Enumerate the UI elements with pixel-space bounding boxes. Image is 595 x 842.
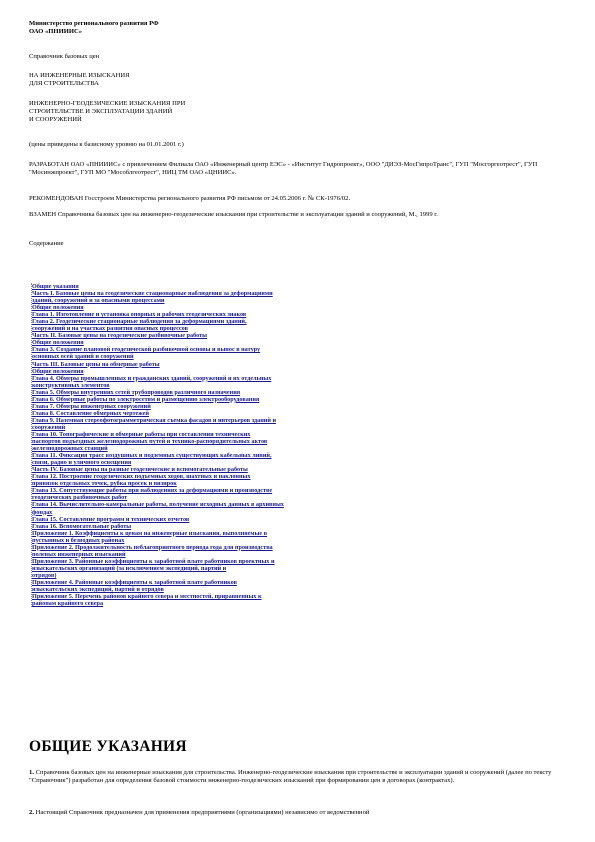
instead-block [29,211,569,219]
title-block-2 [29,100,569,125]
title-line: НА ИНЖЕНЕРНЫЕ ИЗЫСКАНИЯ [29,72,130,79]
organization-name: ОАО «ПНИИИС» [29,28,83,36]
price-note: (цены приведены к базисному уровню на 01.01.2001 г.) [29,141,184,148]
paragraph-1-text: Справочник базовых цен на инженерные изыскания для строительства. Инженерно-геодезические изыскания при строительстве и эксплуатации зданий и сооружений (далее по тексту "Справочник") разработан для определения базовой стоимости инженерно-геодезических изысканий при формировании цен в договорах (контрактах). [29,769,552,785]
toc-link[interactable]: пустынных и безводных районах [32,536,125,544]
toc-link[interactable]: паспортов подъездных железнодорожных путей и технико-распорядительных актов [32,438,268,446]
toc-link[interactable]: отрядов) [32,571,57,579]
toc-link[interactable]: связи, радио и уличного освещения [32,459,132,467]
title-line: ИНЖЕНЕРНО-ГЕОДЕЗИЧЕСКИЕ ИЗЫСКАНИЯ ПРИ [29,100,186,107]
toc-link[interactable]: конструктивных элементов [32,381,110,389]
toc-link[interactable]: Приложение 1. Коэффициенты к ценам на инженерные изыскания, выполняемые в [32,529,268,537]
toc-link[interactable]: Глава 3. Создание плановой геодезической разбивочной основы и вынос в натуру [32,346,261,354]
title-line: И СООРУЖЕНИЙ [29,116,82,124]
toc-link[interactable]: Глава 9. Наземная стереофотограмметрическая съемка фасадов и интерьеров зданий и [32,416,277,424]
section-heading: ОБЩИЕ УКАЗАНИЯ [29,738,187,755]
toc-link[interactable]: Глава 6. Обмерные работы по электросетям и размещению электрооборудования [32,395,260,403]
toc-link[interactable]: Часть III. Базовые цены на обмерные работы [32,360,160,368]
toc-link[interactable]: сооружений и на участках развития опасных процессов [32,325,188,333]
title-line: ДЛЯ СТРОИТЕЛЬСТВА [29,80,99,88]
toc-link[interactable]: Глава 5. Обмеры внутренних сетей трубопроводов различного назначения [32,388,241,396]
toc-link[interactable]: Глава 11. Фиксация трасс воздушных и подземных существующих кабельных линий, [32,452,272,460]
recommended-paragraph: РЕКОМЕНДОВАН Госстроем Министерства регионального развития РФ письмом от 24.05.2006 г. № СК-1976/02. [29,195,351,202]
doc-type-block [29,53,569,61]
toc-link[interactable]: изыскательских организаций (за исключением экспедиций, партий и [32,564,227,572]
ministry-name: Министерство регионального развития РФ [29,20,159,27]
toc-link[interactable]: Глава 13. Сопутствующие работы при наблюдениях за деформациями и производстве [32,487,273,495]
toc-link[interactable]: Глава 7. Обмеры инженерных сооружений [32,402,151,410]
toc-link[interactable]: железнодорожных станций [32,445,108,453]
toc-link[interactable]: Приложение 3. Районные коэффициенты к заработной плате работников проектных и [32,557,275,565]
toc-link[interactable]: Глава 8. Составление обмерных чертежей [32,409,149,417]
developed-block [29,161,569,177]
recommended-block [29,195,569,203]
contents-label: Содержание [29,240,64,247]
toc-link[interactable]: сооружений [32,423,66,431]
toc-link[interactable]: Часть II. Базовые цены на геодезические разбивочные работы [32,332,207,340]
toc-link[interactable]: привязок отдельных точек, рубка просек и визирок [32,480,177,488]
paragraph-1-number: 1. [29,769,34,776]
toc-link[interactable]: зданий, сооружений и за опасными процессами [32,297,165,305]
document-header [29,20,569,36]
toc-link[interactable]: геодезических разбивочных работ [32,494,128,502]
contents-label-block [29,240,569,248]
toc-link[interactable]: Общие положения [32,304,84,312]
paragraph-2-number: 2. [29,809,34,816]
toc-link[interactable]: Общие положения [32,339,84,347]
table-of-contents [31,283,377,607]
toc-link[interactable]: Глава 12. Построение геодезических подъемных ходов, шахтных и наклонных [32,473,251,481]
title-block-1 [29,72,569,88]
toc-link[interactable]: изыскательских экспедиций, партий и отрядов [32,586,164,594]
toc-link[interactable]: Приложение 5. Перечень районов крайнего севера и местностей, приравненных к [32,593,262,601]
toc-link[interactable]: Глава 16. Вспомогательные работы [32,522,132,530]
toc-link[interactable]: основных осей зданий и сооружений [32,353,134,361]
instead-paragraph: ВЗАМЕН Справочника базовых цен на инженерно-геодезические изыскания при строительстве и эксплуатации зданий и сооружений, М., 1999 г. [29,211,438,218]
toc-link[interactable]: Приложение 4. Районные коэффициенты к заработной плате работников [32,578,237,586]
toc-link[interactable]: Приложение 2. Продолжительность неблагоприятного периода года для производства [32,543,273,551]
toc-link[interactable]: фондах [32,508,53,516]
toc-link[interactable]: полевых инженерных изысканий [32,550,126,558]
toc-link[interactable]: Глава 15. Составление программ и технических отчетов [32,515,190,523]
title-line: СТРОИТЕЛЬСТВЕ И ЭКСПЛУАТАЦИИ ЗДАНИЙ [29,108,173,116]
toc-link[interactable]: районам крайнего севера [32,600,104,608]
paragraph-1 [29,769,569,785]
paragraph-2 [29,809,569,817]
toc-link[interactable]: Глава 10. Топографические и обмерные работы при составлении технических [32,430,251,438]
toc-link[interactable]: Общие указания [32,283,79,290]
toc-link[interactable]: Глава 4. Обмеры промышленных и гражданских зданий, сооружений и их отдельных [32,374,272,382]
toc-link[interactable]: Общие положения [32,367,84,375]
price-note-block [29,141,569,149]
toc-link[interactable]: Глава 14. Вычислительно-камеральные работы, получение исходных данных в архивных [32,501,284,509]
section-paragraph-1 [29,769,569,785]
toc-link[interactable]: Глава 1. Изготовление и установка опорных и рабочих геодезических знаков [32,311,247,319]
section-paragraph-2 [29,809,569,817]
toc-link[interactable]: Часть IV. Базовые цены на разные геодезические и вспомогательные работы [32,466,248,474]
paragraph-2-text: Настоящий Справочник предназначен для применения предприятиями (организациями) независимо от ведомственной [33,809,370,816]
toc-link[interactable]: Глава 2. Геодезические стационарные наблюдения за деформациями зданий, [32,318,247,326]
doc-type: Справочник базовых цен [29,53,100,60]
developed-paragraph: РАЗРАБОТАН ОАО «ПНИИИС» с привлечением Филиала ОАО «Инженерный центр ЕЭС» - «Институт Гидропроект», ООО "ДИЭЗ-МосГипроТранс", ГУП "Мосгоргеотрест", ГУП "Мосинжпроект", ГУП МО "Мособлгеотрест", НИЦ ТМ ОАО «ЦНИИС». [29,161,538,177]
toc-link[interactable]: Часть I. Базовые цены на геодезические стационарные наблюдения за деформациями [32,290,273,298]
